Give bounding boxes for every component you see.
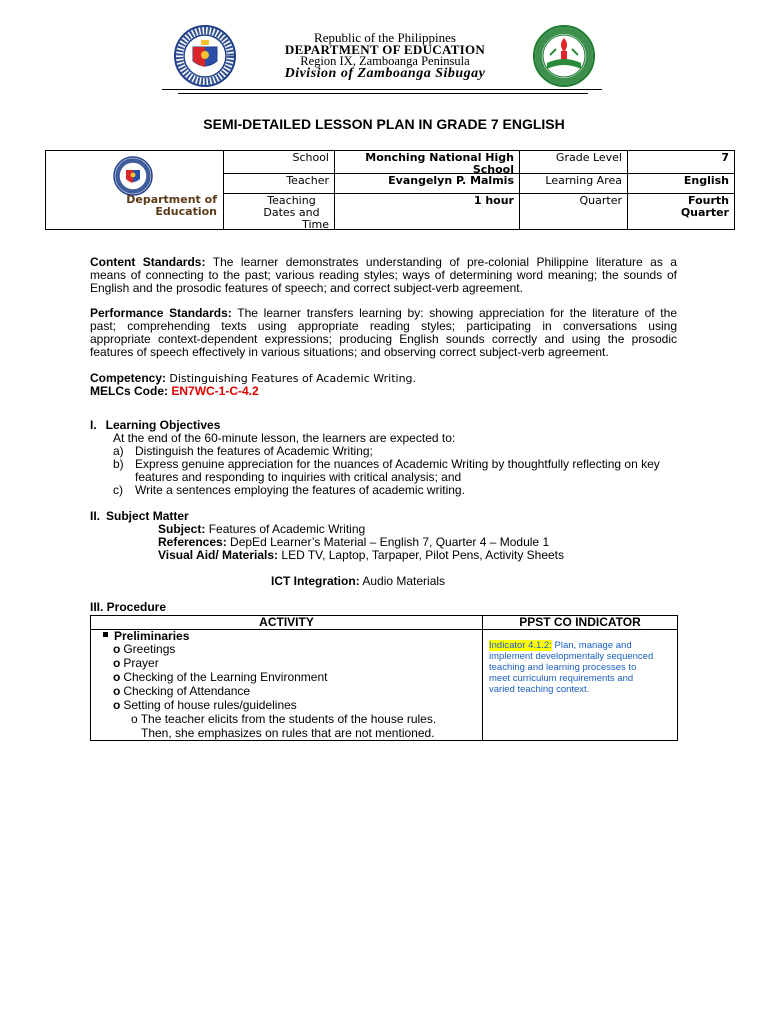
melc-code: MELCs Code: EN7WC-1-C-4.2	[90, 384, 259, 398]
quarter-value: Fourth Quarter	[627, 193, 735, 230]
circle-bullet-icon: o	[131, 712, 138, 726]
ict-integration-line: ICT Integration: Audio Materials	[271, 574, 446, 588]
letterhead-rule	[178, 93, 588, 94]
subject-line: Subject: Features of Academic Writing	[158, 522, 366, 536]
objective-item: b) Express genuine appreciation for the nuances of Academic Writing by thoughtfully reflecting on key	[113, 457, 660, 471]
teacher-label: Teacher	[223, 173, 335, 194]
teacher-value: Evangelyn P. Malmis	[334, 173, 520, 194]
references-line: References: DepEd Learner’s Material – English 7, Quarter 4 – Module 1	[158, 535, 550, 549]
objective-item-continuation: features and responding to inquiries with critical analysis; and	[135, 470, 462, 484]
performance-standards: Performance Standards: The learner transfers learning by: showing appreciation for the literature of the past; comprehending texts using appropriate reading styles; participating in conversations using appropriate context-dependent expressions; producing English sounds correctly and using the prosodic features of speech effectively in various situations; and observing correct subject-verb agreement.	[90, 306, 677, 359]
objectives-heading: I. Learning Objectives	[90, 418, 221, 432]
letterhead-rule	[162, 89, 602, 90]
procedure-step: o Prayer	[113, 656, 159, 670]
procedure-sub-step-continuation: Then, she emphasizes on rules that are not mentioned.	[141, 726, 435, 740]
ppst-indicator-text: Indicator 4.1.2: Plan, manage and implement developmentally sequenced teaching and learning processes to meet curriculum requirements and varied teaching context.	[489, 640, 654, 695]
procedure-heading: III. Procedure	[90, 600, 167, 614]
procedure-step: o Checking of Attendance	[113, 684, 251, 698]
circle-bullet-icon: o	[113, 670, 121, 684]
activity-column-header: ACTIVITY	[259, 615, 314, 629]
procedure-sub-step: o The teacher elicits from the students of the house rules.	[131, 712, 437, 726]
circle-bullet-icon: o	[113, 656, 121, 670]
learning-area-label: Learning Area	[519, 173, 628, 194]
teaching-dates-label: Teaching Dates and Time	[223, 193, 335, 230]
circle-bullet-icon: o	[113, 698, 121, 712]
quarter-label: Quarter	[519, 193, 628, 230]
competency: Competency: Distinguishing Features of Academic Writing.	[90, 371, 417, 385]
circle-bullet-icon: o	[113, 684, 121, 698]
objectives-intro: At the end of the 60-minute lesson, the learners are expected to:	[113, 431, 456, 445]
content-standards: Content Standards: The learner demonstrates understanding of pre-colonial Philippine literature as a means of connecting to the past; various reading styles; ways of determining word meaning; the sounds of English and the prosodic features of speech; and correct subject-verb agreement.	[90, 255, 677, 295]
school-value: Monching National High School	[334, 150, 520, 174]
learning-area-value: English	[627, 173, 735, 194]
grade-level-value: 7	[627, 150, 735, 174]
procedure-step: o Checking of the Learning Environment	[113, 670, 328, 684]
teaching-dates-value: 1 hour	[334, 193, 520, 230]
procedure-step: o Setting of house rules/guidelines	[113, 698, 297, 712]
circle-bullet-icon: o	[113, 642, 121, 656]
table-divider	[482, 616, 483, 740]
deped-label: Department of Education	[126, 193, 217, 218]
letterhead-department: DEPARTMENT OF EDUCATION	[284, 42, 486, 57]
square-bullet-icon	[103, 632, 108, 637]
objective-item: c) Write a sentences employing the features of academic writing.	[113, 483, 465, 497]
objective-item: a) Distinguish the features of Academic Writing;	[113, 444, 373, 458]
page-title: SEMI-DETAILED LESSON PLAN IN GRADE 7 ENGLISH	[203, 116, 565, 132]
letterhead-division: Division of Zamboanga Sibugay	[284, 66, 486, 81]
ppst-indicator-column-header: PPST CO INDICATOR	[519, 615, 641, 629]
preliminaries-item: Preliminaries	[103, 629, 189, 643]
subject-matter-heading: II. Subject Matter	[90, 509, 189, 523]
procedure-table	[90, 615, 678, 741]
letterhead-republic: Republic of the Philippines	[314, 30, 456, 45]
grade-level-label: Grade Level	[519, 150, 628, 174]
indicator-highlight: Indicator 4.1.2:	[489, 640, 552, 651]
letterhead-region: Region IX, Zamboanga Peninsula	[300, 54, 470, 68]
school-label: School	[223, 150, 335, 174]
procedure-step: o Greetings	[113, 642, 176, 656]
materials-line: Visual Aid/ Materials: LED TV, Laptop, Tarpaper, Pilot Pens, Activity Sheets	[158, 548, 565, 562]
